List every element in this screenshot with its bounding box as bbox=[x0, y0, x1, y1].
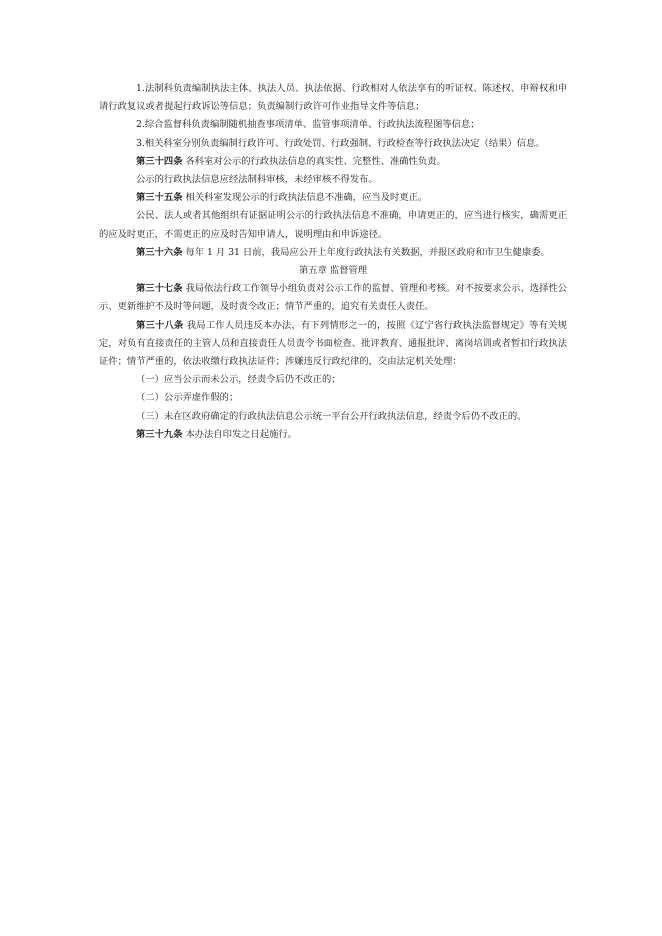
article-34-continuation: 公示的行政执法信息应经法制科审核，未经审核不得发布。 bbox=[136, 174, 378, 186]
list-item-3: （三）未在区政府确定的行政执法信息公示统一平台公开行政执法信息，经责令后仍不改正的。 bbox=[136, 410, 527, 422]
article-39-label: 第三十九条 bbox=[136, 428, 183, 440]
article-38-text: 我局工作人员违反本办法，有下列情形之一的，按照《辽宁省行政执法监督规定》等有关规定，对负有直接责任的主管人员和直接责任人员责令书面检查、批评教育、通报批评、离岗培训或者暂扣行政执法证件；情节严重的，依法收缴行政执法证件；涉嫌违反行政纪律的，交由法定机关处理： bbox=[99, 319, 567, 368]
article-34 bbox=[99, 153, 567, 171]
article-36 bbox=[99, 244, 567, 262]
article-38-label: 第三十八条 bbox=[136, 319, 184, 331]
document-body bbox=[99, 80, 567, 444]
article-35-text: 相关科室发现公示的行政执法信息不准确，应当及时更正。 bbox=[182, 192, 428, 204]
list-item-2: （二）公示弄虚作假的； bbox=[136, 392, 239, 404]
article-37-text: 我局依法行政工作领导小组负责对公示工作的监督、管理和考核。对不按要求公示、选择性公示、更新维护不及时等问题，及时责令改正；情节严重的，追究有关责任人责任。 bbox=[99, 283, 567, 313]
paragraph-legal-section: 1.法制科负责编制执法主体、执法人员、执法依据、行政相对人依法享有的听证权、陈述权、申辩权和申请行政复议或者提起行政诉讼等信息；负责编制行政许可作业指导文件等信息； bbox=[99, 83, 567, 113]
article-38 bbox=[99, 317, 567, 372]
article-35-label: 第三十五条 bbox=[136, 192, 183, 204]
article-36-label: 第三十六条 bbox=[136, 246, 183, 258]
list-item-1: （一）应当公示而未公示，经责令后仍不改正的； bbox=[136, 374, 341, 386]
article-39 bbox=[99, 426, 567, 444]
article-35-continuation: 公民、法人或者其他组织有证据证明公示的行政执法信息不准确，申请更正的，应当进行核实，确需更正的应及时更正，不需更正的应及时告知申请人，说明理由和申诉途径。 bbox=[99, 210, 567, 240]
article-36-text: 每年 1 月 31 日前，我局应公开上年度行政执法有关数据，并报区政府和市卫生健康委。 bbox=[182, 246, 550, 258]
article-37 bbox=[99, 280, 567, 316]
article-39-text: 本办法自印发之日起施行。 bbox=[182, 428, 298, 440]
article-34-label: 第三十四条 bbox=[136, 155, 183, 167]
article-35 bbox=[99, 189, 567, 207]
paragraph-related-sections: 3.相关科室分别负责编制行政许可、行政处罚、行政强制、行政检查等行政执法决定（结果）信息。 bbox=[136, 137, 545, 149]
paragraph-supervision-section: 2.综合监督科负责编制随机抽查事项清单、监管事项清单、行政执法流程图等信息； bbox=[136, 119, 480, 131]
article-37-label: 第三十七条 bbox=[136, 283, 183, 295]
article-34-text: 各科室对公示的行政执法信息的真实性、完整性、准确性负责。 bbox=[182, 155, 446, 167]
chapter-heading: 第五章 监督管理 bbox=[298, 265, 368, 277]
